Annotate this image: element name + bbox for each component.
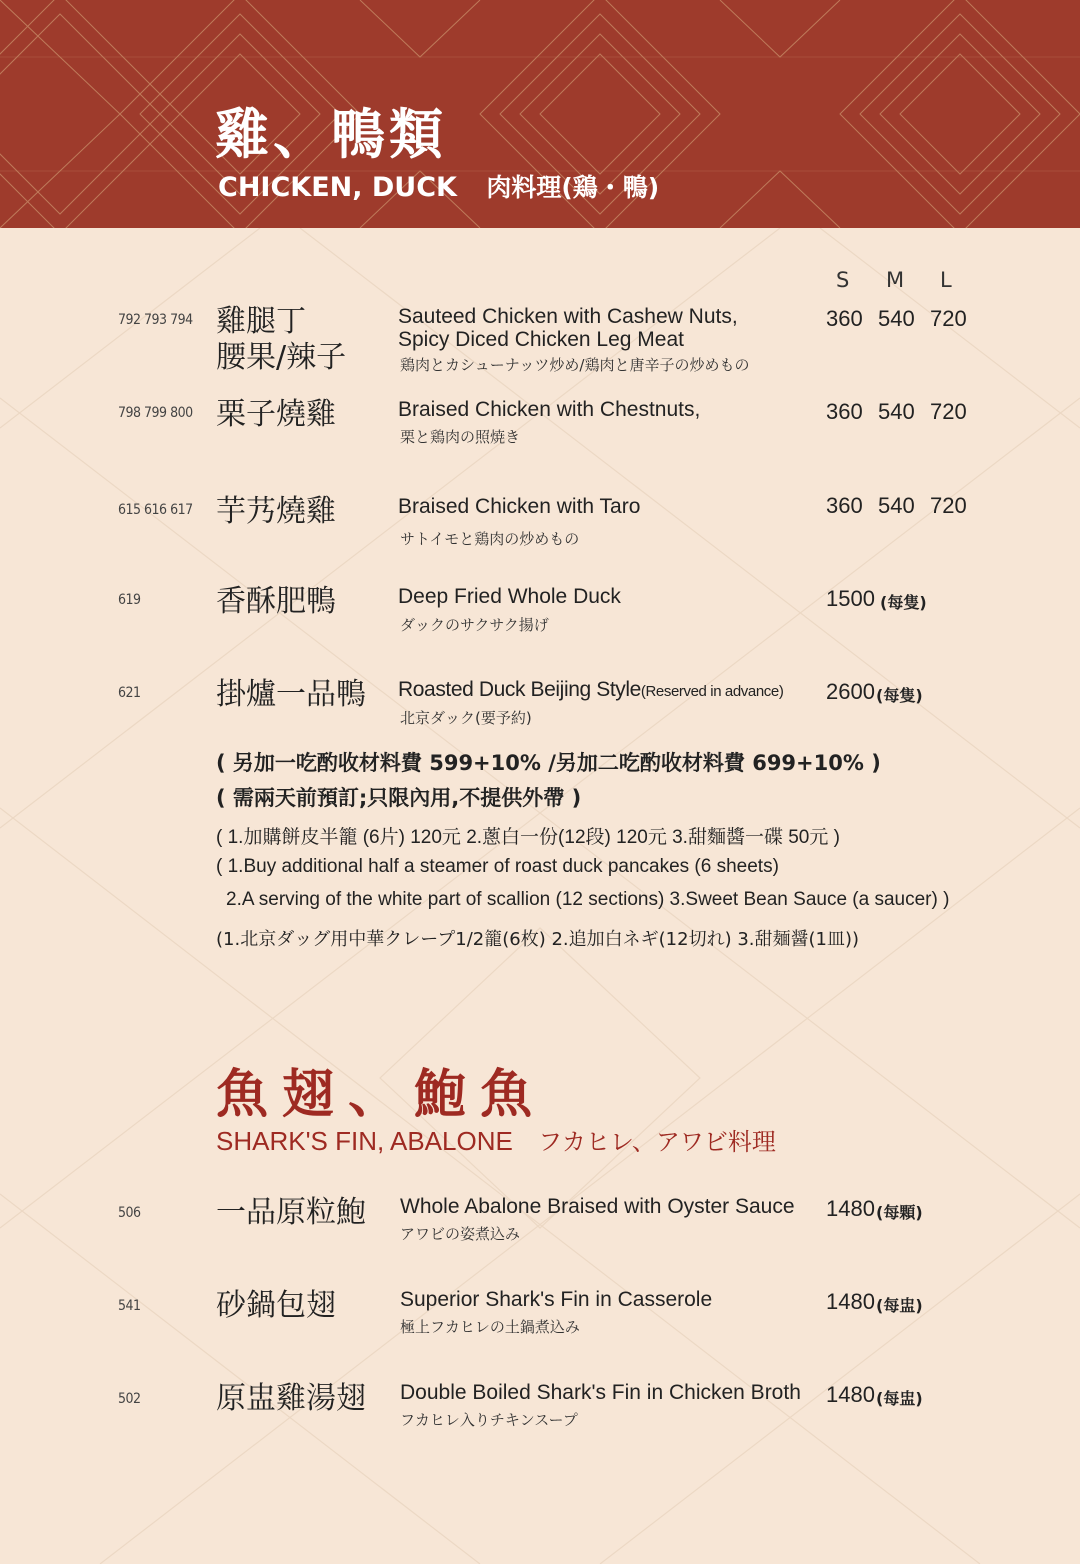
section-subtitle <box>218 168 659 204</box>
price: 1480 <box>826 1289 875 1314</box>
price-s: 360 <box>826 399 863 424</box>
item-code: 615 616 617 <box>118 502 193 518</box>
reserve-note: (Reserved in advance) <box>640 683 784 700</box>
note-line: (1.北京ダッグ用中華クレープ1/2籠(6枚) 2.追加白ネギ(12切れ) 3.甜麺醤(1皿)) <box>216 929 860 950</box>
section-header-chicken-duck <box>0 0 1080 228</box>
price-unit: (每隻) <box>880 593 927 612</box>
section-subtitle <box>216 1122 776 1157</box>
price-l: 720 <box>930 399 967 424</box>
item-name-zh: 原盅雞湯翅 <box>216 1381 366 1416</box>
price-unit: (每隻) <box>876 686 923 705</box>
item-code: 541 <box>118 1298 141 1314</box>
item-name-zh: 掛爐一品鴨 <box>216 677 366 712</box>
item-name-jp: 極上フカヒレの土鍋煮込み <box>400 1318 580 1336</box>
item-name-jp: サトイモと鶏肉の炒めもの <box>400 530 580 548</box>
item-code: 506 <box>118 1205 141 1221</box>
price-unit: (每盅) <box>876 1389 923 1408</box>
item-name-en: Double Boiled Shark's Fin in Chicken Broth <box>400 1381 801 1404</box>
item-name-en: Deep Fried Whole Duck <box>398 585 621 608</box>
size-header-m: M <box>886 268 905 292</box>
item-name-zh: 雞腿丁 <box>216 304 306 339</box>
item-code: 619 <box>118 592 141 608</box>
size-header-l: L <box>940 268 952 292</box>
price: 1480 <box>826 1382 875 1407</box>
item-code: 502 <box>118 1391 141 1407</box>
item-name-en: Whole Abalone Braised with Oyster Sauce <box>400 1195 795 1218</box>
item-name-en: Sauteed Chicken with Cashew Nuts, <box>398 305 738 328</box>
price: 1500 <box>826 586 875 611</box>
price: 1480 <box>826 1196 875 1221</box>
subtitle-en: SHARK'S FIN, ABALONE <box>216 1126 513 1156</box>
price-m: 540 <box>878 306 915 331</box>
item-name-en-main: Roasted Duck Beijing Style <box>398 678 641 701</box>
section-title: 雞、鴨類 <box>215 103 447 166</box>
subtitle-jp: 肉料理(鶏・鴨) <box>486 173 660 202</box>
item-name-jp: ダックのサクサク揚げ <box>400 616 549 634</box>
size-header-s: S <box>836 268 850 292</box>
item-name-jp: 栗と鶏肉の照焼き <box>400 428 521 446</box>
item-code: 798 799 800 <box>118 405 193 421</box>
subtitle-en: CHICKEN, DUCK <box>218 172 457 203</box>
item-name-zh: 香酥肥鴨 <box>216 584 336 619</box>
item-name-jp: 鶏肉とカシューナッツ炒め/鶏肉と唐辛子の炒めもの <box>400 356 750 374</box>
item-name-en-line2: Spicy Diced Chicken Leg Meat <box>398 328 684 351</box>
item-name-jp: アワビの姿煮込み <box>400 1225 521 1243</box>
item-name-jp: フカヒレ入りチキンスープ <box>400 1411 578 1429</box>
item-name-jp: 北京ダック(要予約) <box>400 709 532 727</box>
section-title: 魚翅、鮑魚 <box>216 1065 547 1125</box>
item-name-zh: 一品原粒鮑 <box>216 1195 366 1230</box>
item-name-en: Superior Shark's Fin in Casserole <box>400 1288 713 1311</box>
note-line: ( 1.加購餅皮半籠 (6片) 120元 2.蔥白一份(12段) 120元 3.甜麵醬一碟 50元 ) <box>216 827 840 848</box>
item-name-en <box>398 678 783 703</box>
subtitle-jp: フカヒレ、アワビ料理 <box>538 1128 776 1156</box>
item-name-en: Braised Chicken with Taro <box>398 495 641 518</box>
price-s: 360 <box>826 306 863 331</box>
price-m: 540 <box>878 399 915 424</box>
item-code: 621 <box>118 685 141 701</box>
item-name-zh-line2: 腰果/辣子 <box>216 340 347 375</box>
price-l: 720 <box>930 493 967 518</box>
price-s: 360 <box>826 493 863 518</box>
item-name-zh: 栗子燒雞 <box>216 397 336 432</box>
price-l: 720 <box>930 306 967 331</box>
note-line: ( 1.Buy additional half a steamer of roast duck pancakes (6 sheets) <box>216 856 779 877</box>
item-name-zh: 砂鍋包翅 <box>216 1288 336 1323</box>
price-m: 540 <box>878 493 915 518</box>
price: 2600 <box>826 679 875 704</box>
note-line: ( 需兩天前預訂;只限內用,不提供外帶 ) <box>216 786 582 810</box>
price-unit: (每盅) <box>876 1296 923 1315</box>
note-line: ( 另加一吃酌收材料費 599+10% /另加二吃酌收材料費 699+10% ) <box>216 751 881 775</box>
price-unit: (每顆) <box>876 1203 923 1222</box>
item-code: 792 793 794 <box>118 312 193 328</box>
note-line: 2.A serving of the white part of scallion (12 sections) 3.Sweet Bean Sauce (a saucer) ) <box>226 889 950 910</box>
item-name-en: Braised Chicken with Chestnuts, <box>398 398 701 421</box>
item-name-zh: 芋艿燒雞 <box>216 494 336 529</box>
